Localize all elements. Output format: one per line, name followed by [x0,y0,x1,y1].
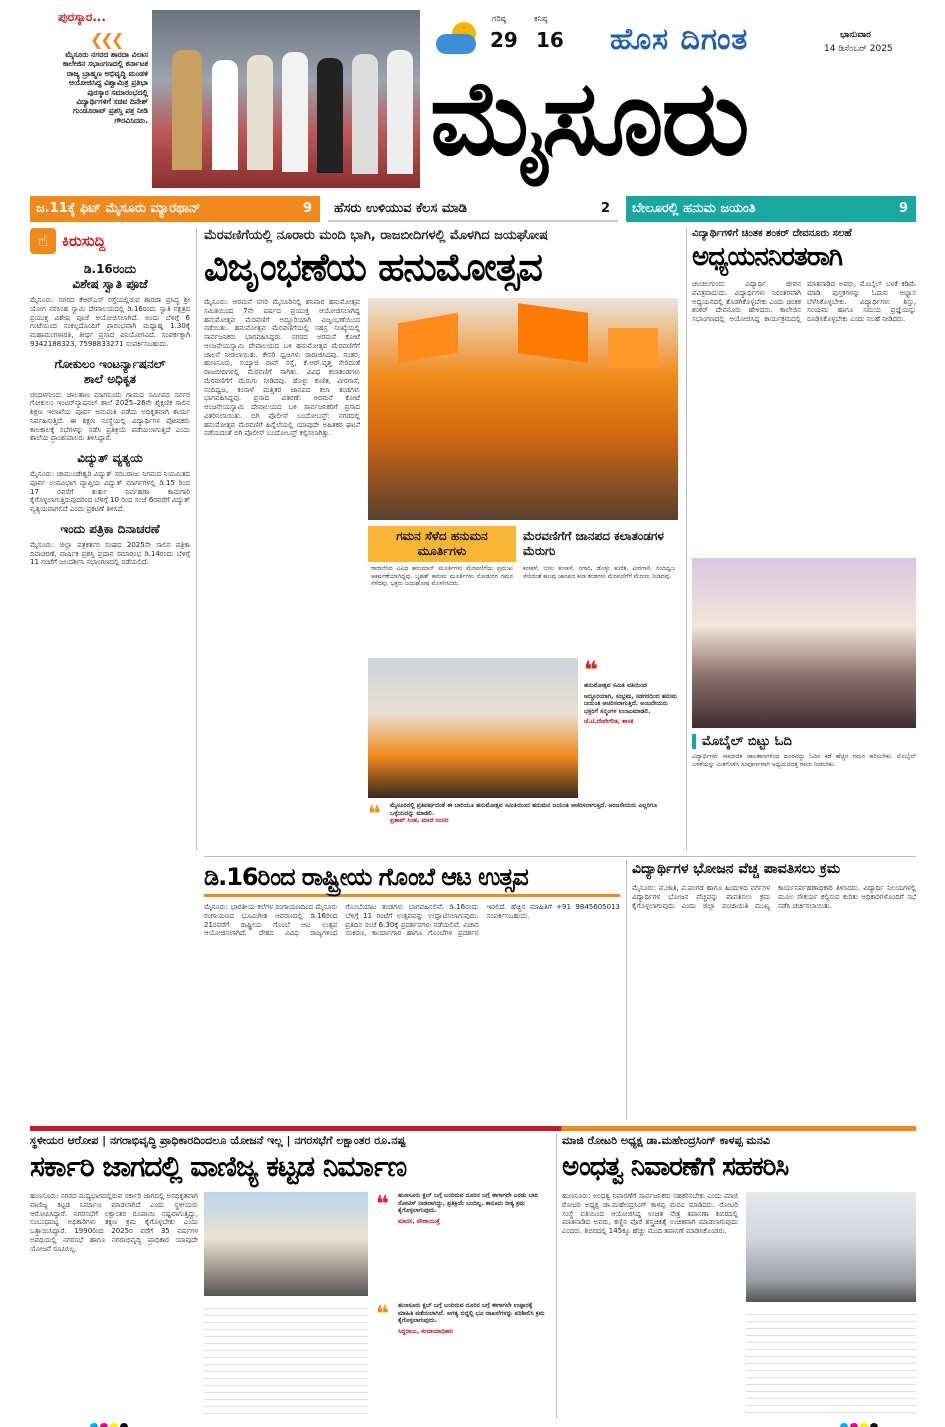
bottom-right-headline: ಅಂಧತ್ವ ನಿವಾರಣೆಗೆ ಸಹಕರಿಸಿ [562,1152,789,1182]
masthead-photo-block [30,8,420,188]
bottom-quote-2-icon: ❝ [376,1302,389,1327]
weather-min-label: ಕನಿಷ್ಠ [534,14,548,23]
day-label: ಭಾನುವಾರ [840,30,871,40]
mobile-box-title: ಮೊಬೈಲ್ ಬಿಟ್ಟು ಓದಿ [692,734,916,749]
brief-1-kicker: ಡಿ.16ರಂದು [83,262,137,276]
folk-box-body: ಕಂಸಾಳೆ, ಬೀಸು ಕಂಸಾಳೆ, ನಗಾರಿ, ಡೊಳ್ಳು ಕುಣಿತ, ವೀರಗಾಸೆ, ನಂದಿಧ್ವಜ ಸೇರಿದಂತೆ ಹಲವು ಜಾನಪದ ಕಲಾ ತಂಡಗಳು ಮೆರವಣಿಗೆಗೆ ಮೆರುಗು ನೀಡಿದವು. [523,565,675,580]
bottom-quote-2 [376,1302,548,1416]
lead-story [204,228,680,848]
brand-logo: ಹೊಸ ದಿಗಂತ [610,22,749,57]
quote-1-by: ಜೆ.ಟಿ.ದೇವೇಗೌಡ, ಶಾಸಕ [584,718,634,725]
briefs-title: ಕಿರುಸುದ್ದಿ [62,232,106,250]
bottom-quote-1-text: ಹುಣಸೂರು ಕ್ಲಬ್ ಬಗ್ಗೆ ಬಂದಿರುವ ದೂರಿನ ಬಗ್ಗೆ ಈಗಾಗಲೇ ಎರಡು ಬಾರಿ ನೋಟಿಸ್ ನೀಡಲಾಗಿದ್ದು, ಪ್ರತಿಕ್ರಿಯೆ ಬಂದಿಲ್ಲ. ಕಾನೂನು ರೀತ್ಯ ಕ್ರಮ ಕೈಗೊಳ್ಳಲಾಗುವುದು. [398,1192,538,1214]
quote-1-text: ಅದ್ದೂರಿಯಾಗಿ, ಸಂಭ್ರಮ, ಸಡಗರದಿಂದ ಹನುಮ ಜಯಂತಿ ಆಚರಿಸಲಾಗುತ್ತಿದೆ. ಅಂಜನೇಯನು ಭಕ್ತರಿಗೆ ಸನ್ಮಂಗಳ ಉಂಟುಮಾಡಲಿ. [584,692,677,715]
registration-marks-right [840,1416,880,1427]
brief-1-title: ವಿಶೇಷ ಸ್ವಾತಿ ಪೂಜೆ [72,277,148,291]
teaser-2[interactable] [328,196,618,222]
building-photo [204,1192,368,1296]
weather-min: 16 [536,28,564,52]
weather-max: 29 [490,28,518,52]
teaser-bar [30,196,916,222]
teaser-1-page: 9 [302,201,312,216]
brief-4-body: ಮೈಸೂರು: ಜಿಲ್ಲಾ ಪತ್ರಕರ್ತರ ಸಂಘದ 2025ನೇ ಸಾಲಿನ ಪತ್ರಿಕಾ ದಿನಾಚರಣೆ, ವಾರ್ಷಿಕ ಪ್ರಶಸ್ತಿ ಪ್ರದಾನ ಸಮಾರಂಭ ಡಿ.14ರಂದು ಬೆಳಿಗ್ಗೆ 11 ಗಂಟೆಗೆ ಜಲದರ್ಶಿನಿ ಸಭಾಂಗಣದಲ್ಲಿ ನಡೆಯಲಿದೆ. [30,540,190,567]
statues-box-body: ರಾರಾಜಿಸಿದ ವಿವಿಧ ಹನುಮಾನ್ ಮೂರ್ತಿಗಳು ಮೆರವಣಿಗೆಯ ಪ್ರಮುಖ ಆಕರ್ಷಣೆಯಾಗಿದ್ದವು. ಬೃಹತ್ ಹನುಮ ಮೂರ್ತಿಗಳು ನೋಡುಗರ ಗಮನ ಸೆಳೆದವು. ಭಕ್ತರು ಜಯಘೋಷ ಮೊಳಗಿಸಿದರು. [371,565,513,587]
bottom-quote-2-by: ಸಿದ್ದರಾಜು, ಕಂದಾಯಾಧಿಕಾರಿ [398,1327,453,1335]
bottom-left-body: ಹುಣಸೂರು: ನಗರದ ಮಧ್ಯಭಾಗದಲ್ಲಿರುವ ಸರ್ಕಾರಿ ಜಾಗದಲ್ಲಿ ಅನಧಿಕೃತವಾಗಿ ವಾಣಿಜ್ಯ ಕಟ್ಟಡ ನಿರ್ಮಾಣ ಮಾಡಲಾಗಿದೆ ಎಂದು ಸ್ಥಳೀಯರು ಆರೋಪಿಸಿದ್ದಾರೆ. ನಗರಸಭೆಗೆ ಲಕ್ಷಾಂತರ ರೂಪಾಯಿ ನಷ್ಟವಾಗುತ್ತಿದ್ದು, ಸಂಬಂಧಪಟ್ಟ ಅಧಿಕಾರಿಗಳು ತಕ್ಷಣ ಕ್ರಮ ಕೈಗೊಳ್ಳಬೇಕು ಎಂದು ಒತ್ತಾಯಿಸಿದ್ದಾರೆ. 1990ರಿಂದ 2025ರ ವರೆಗೆ 35 ವರ್ಷಗಳ ಅವಧಿಯಲ್ಲಿ ನಗರಸಭೆ ಹಾಗೂ ನಗರಾಭಿವೃದ್ಧಿ ಪ್ರಾಧಿಕಾರ ಯಾವುದೇ ಯೋಜನೆ ರೂಪಿಸಿಲ್ಲ. [30,1192,198,1253]
mobile-box [692,734,916,844]
reward-label: ಪುರಸ್ಕಾರ... [58,10,106,24]
toy-headline: ಡಿ.16ರಿಂದ ರಾಷ್ಟ್ರೀಯ ಗೊಂಬೆ ಆಟ ಉತ್ಸವ [204,860,620,897]
brief-4-title: ಇಂದು ಪತ್ರಿಕಾ ದಿನಾಚರಣೆ [60,521,160,536]
bottom-left-kicker: ಸ್ಥಳೀಯರ ಆರೋಪ | ನಗರಾಭಿವೃದ್ಧಿ ಪ್ರಾಧಿಕಾರದಿಂದಲೂ ಯೋಜನೆ ಇಲ್ಲ | ನಗರಸಭೆಗೆ ಲಕ್ಷಾಂತರ ರೂ.ನಷ್ಟ [30,1134,406,1147]
statues-box [368,526,516,656]
seminar-photo [692,558,916,728]
food-body: ಮೈಸೂರು: ಪ.ಜಾತಿ, ಪ.ಪಂಗಡ ಹಾಗೂ ಹಿಂದುಳಿದ ವರ್ಗಗಳ ವಿದ್ಯಾರ್ಥಿಗಳ ಭೋಜನ ವೆಚ್ಚವನ್ನು ಪಾವತಿಸಲು ಕ್ರಮ ಕೈಗೊಳ್ಳಲಾಗುವುದು ಎಂದು ಜಿಲ್ಲಾ ಪಂಚಾಯಿತಿ ಮುಖ್ಯ ಕಾರ್ಯನಿರ್ವಹಣಾಧಿಕಾರಿ ತಿಳಿಸಿದರು. ವಿದ್ಯಾರ್ಥಿ ನಿಲಯಗಳಲ್ಲಿ ಮೂಲ ಸೌಕರ್ಯ ಕಲ್ಪಿಸುವ ಕುರಿತು ಅಧಿಕಾರಿಗಳೊಂದಿಗೆ ಸಭೆ ನಡೆಸಿ ಚರ್ಚಿಸಲಾಯಿತು. [632,884,916,910]
weather-max-label: ಗರಿಷ್ಠ [492,14,506,23]
bottom-quote-1 [376,1192,548,1296]
teaser-1[interactable] [30,196,320,222]
folk-box-title: ಮೆರವಣಿಗೆಗೆ ಜಾನಪದ ಕಲಾತಂಡಗಳ ಮೆರುಗು [523,529,664,558]
folk-box [520,526,678,656]
lead-headline: ವಿಜೃಂಭಣೆಯ ಹನುಮೋತ್ಸವ [204,245,542,289]
teaser-3-text: ಬೇಲೂರಲ್ಲಿ ಹನುಮ ಜಯಂತಿ [632,201,756,216]
brief-2-kicker: ಗೋಕುಲಂ ಇಂಟರ್ನ್ಯಾಷನಲ್ [54,356,166,371]
bottom-quote-2-text: ಹುಣಸೂರು ಕ್ಲಬ್ ಬಗ್ಗೆ ಬಂದಿರುವ ದೂರಿನ ಬಗ್ಗೆ ಈಗಾಗಲೇ ಉಪ್ಪಾರಕ್ಕೆ ಮಾಹಿತಿ ಪಡೆಯಲಾಗಿದೆ. ಅಗತ್ಯ ಬಿದ್ದಲ್ಲಿ ಭೂ ದಾಖಲೆಗಳನ್ನು ಪರಿಶೀಲಿಸಿ ಕ್ರಮ ಕೈಗೊಳ್ಳಲಾಗುವುದು. [398,1302,545,1324]
food-story [632,860,916,1120]
bottom-right-story [562,1134,916,1418]
award-photo [152,10,420,188]
teaser-3-page: 9 [898,201,908,216]
teaser-2-text: ಹೆಸರು ಉಳಿಯುವ ಕೆಲಸ ಮಾಡಿ [334,201,467,216]
quote-1-icon: ❝ [584,656,599,684]
eye-camp-photo [746,1192,916,1302]
statues-box-title: ಗಮನ ಸೆಳೆದ ಹನುಮನ ಮೂರ್ತಿಗಳು [368,526,516,562]
brief-2-body: ಚಂದಳಗುಂದ: ಜಾಲತಾಣ ಮಾಗನೂರು ಗ್ರಾಮದ ಸಮೀಪದ ಸರ್ವರ ಗೋಕುಲಂ ಇಂಟರ್‌ನ್ಯಾಷನಲ್ ಶಾಲೆ 2025–26ನೇ ಶೈಕ್ಷಣಿಕ ಸಾಲಿನ ಶಿಕ್ಷಣ ಇಲಾಖೆಯ ಪೂರ್ವ ಅನುಮತಿ ಪಡೆದು ಅಧಿಕೃತವಾಗಿ ಕಾರ್ಯ ನಿರ್ವಹಿಸುತ್ತಿದೆ. ಈ ಶಿಕ್ಷಣ ಸಂಸ್ಥೆಯಲ್ಲಿ ವಿದ್ಯಾರ್ಥಿಗಳ ಪೋಷಕರು ಕಾಲಕಾಲಕ್ಕೆ ಸಭೆಗಳನ್ನು ನಡೆಸಿ ಪ್ರತಿಕ್ರಿಯೆ ಪಡೆಯಲಾಗುತ್ತಿದೆ ಎಂದು ಶಾಲೆಯ ಪ್ರಾಂಶುಪಾಲರು ತಿಳಿಸಿದ್ದಾರೆ. [30,390,190,443]
food-headline: ವಿದ್ಯಾರ್ಥಿಗಳ ಭೋಜನ ವೆಚ್ಚ ಪಾವತಿಸಲು ಕ್ರಮ [632,861,841,877]
bottom-left-headline: ಸರ್ಕಾರಿ ಜಾಗದಲ್ಲಿ ವಾಣಿಜ್ಯ ಕಟ್ಟಡ ನಿರ್ಮಾಣ [30,1150,407,1183]
teaser-2-page: 2 [600,201,610,216]
sun-cloud-icon [436,22,482,56]
procession-photo [368,298,678,520]
teaser-1-text: ಜ.11ಕ್ಕೆ ಫಿಟ್ ಮೈಸೂರು ಮ್ಯಾರಥಾನ್ [36,201,201,216]
brief-2-title: ಶಾಲೆ ಅಧಿಕೃತ [83,371,137,386]
chevrons-icon: ❮❮❮ [90,30,122,49]
brief-3-body: ಮೈಸೂರು: ಚಾಮುಂಡೇಶ್ವರಿ ವಿದ್ಯುತ್ ಸರಬರಾಜು ನಿಗಮದ ನಿಯಮಿತದ ಪೂರ್ವ ಉಪವಿಭಾಗ ವ್ಯಾಪ್ತಿಯ ವಿದ್ಯುತ್ ಮಾರ್ಗಗಳಲ್ಲಿ ಡಿ.15 ರಿಂದ 17 ರವರೆಗೆ ತುರ್ತು ನಿರ್ವಹಣಾ ಕಾಮಗಾರಿ ಕೈಗೊಳ್ಳಲಾಗುತ್ತಿರುವುದರಿಂದ ಬೆಳಿಗ್ಗೆ 10 ರಿಂದ ಸಂಜೆ 6ರವರೆಗೆ ವಿದ್ಯುತ್ ವ್ಯತ್ಯಯವಾಗಲಿದೆ ಎಂದು ಪ್ರಕಟಣೆ ತಿಳಿಸಿದೆ. [30,470,190,513]
bottom-left-body-2 [204,1302,368,1416]
date-label: 14 ಡಿಸೆಂಬರ್ 2025 [824,44,893,54]
toy-story [204,860,620,1120]
quote-2-icon: ❝ [368,802,381,827]
bottom-right-filler [746,1308,916,1416]
right-body: ಚಂಚಲಗುಂದ: ವಿದ್ಯಾರ್ಥಿ ಜೀವನ ಪವಿತ್ರವಾದುದು. ವಿದ್ಯಾರ್ಥಿಗಳು ನಿರಂತರವಾಗಿ ಅಧ್ಯಯನದಲ್ಲಿ ತೊಡಗಿಕೊಳ್ಳಬೇಕು ಎಂದು ಚಿಂತಕ ಶಂಕರ್ ದೇವನೂರು ಹೇಳಿದರು. ಕಾಲೇಜಿನ ಸಭಾಂಗಣದಲ್ಲಿ ಆಯೋಜಿಸಿದ್ದ ಕಾರ್ಯಕ್ರಮದಲ್ಲಿ ಮಾತನಾಡಿದ ಅವರು, ಮೊಬೈಲ್ ಬಳಕೆ ಕಡಿಮೆ ಮಾಡಿ ಪುಸ್ತಕಗಳನ್ನು ಓದುವ ಅಭ್ಯಾಸ ಬೆಳೆಸಿಕೊಳ್ಳಬೇಕು. ವಿದ್ಯಾರ್ಥಿಗಳು ಶಿಸ್ತು, ಸಂಯಮ ಹಾಗೂ ಸಮಯ ಪ್ರಜ್ಞೆಯನ್ನು ರೂಢಿಸಿಕೊಳ್ಳಬೇಕು ಎಂದು ಸಲಹೆ ನೀಡಿದರು. [692,280,916,323]
hand-icon: ☝ [30,228,56,254]
bottom-left-story [30,1134,550,1418]
bottom-right-kicker: ಮಾಜಿ ರೋಟರಿ ಅಧ್ಯಕ್ಷ ಡಾ.ಮಹೇಂದ್ರಸಿಂಗ್ ಕಾಳಪ್ಪ ಮನವಿ [562,1134,770,1147]
toy-body: ಮೈಸೂರು: ಭಾರತೀಯ ಕಲೆಗಳ ರಂಗಾಯಣದಿಂದ ಮೈಸೂರು ರಂಗಾಯಣದ ಭೂಮಿಗೀತ ಆವರಣದಲ್ಲಿ ಡಿ.16ರಿಂದ 21ರವರೆಗೆ ರಾಷ್ಟ್ರೀಯ ಗೊಂಬೆ ಆಟ ಉತ್ಸವ ಆಯೋಜಿಸಲಾಗಿದೆ. ದೇಶದ ವಿವಿಧ ರಾಜ್ಯಗಳಿಂದ ಗೊಂಬೆಯಾಟ ತಂಡಗಳು ಭಾಗವಹಿಸಲಿವೆ. ಡಿ.16ರಂದು ಬೆಳಿಗ್ಗೆ 11 ಗಂಟೆಗೆ ಉತ್ಸವವನ್ನು ಉದ್ಘಾಟಿಸಲಾಗುವುದು. ಪ್ರತಿದಿನ ಸಂಜೆ 6.30ಕ್ಕೆ ಪ್ರದರ್ಶನಗಳು ನಡೆಯಲಿವೆ. ವಿಚಾರ ಸಂಕಿರಣ, ಕಾರ್ಯಾಗಾರ ಹಾಗೂ ಗೊಂಬೆಗಳ ಪ್ರದರ್ಶನ ಇರಲಿದೆ. ಹೆಚ್ಚಿನ ಮಾಹಿತಿಗೆ +91 9845605013 ಸಂಪರ್ಕಿಸಬಹುದು. [204,903,620,938]
quote-2-text: ಮೈಸೂರಿನಲ್ಲಿ ಪ್ರತಿವರ್ಷದಂತೆ ಈ ಬಾರಿಯೂ ಹನುಮೋತ್ಸವ ಸಮಿತಿಯಿಂದ ಹನುಮನ ಜಯಂತಿ ಆಚರಿಸಲಾಗುತ್ತಿದೆ. ಅಂಜನೇಯನು ಎಲ್ಲರಿಗೂ ಒಳ್ಳೆಯದನ್ನು ಮಾಡಲಿ. [390,802,658,817]
bottom-quote-1-icon: ❝ [376,1192,389,1217]
reward-caption: ಮೈಸೂರು ನಗರದ ಶಾರದಾ ವಿಲಾಸ ಕಾಲೇಜಿನ ಸಭಾಂಗಣದಲ್ಲಿ ಕರ್ನಾಟಕ ರಾಜ್ಯ ಬ್ರಾಹ್ಮಣ ಅಭಿವೃದ್ಧಿ ಮಂಡಳಿ ಆಯೋಜಿಸಿದ್ದ ವಿಶ್ವಾಮಿತ್ರ ಪ್ರತಿಭಾ ಪುರಸ್ಕಾರ ಸಮಾರಂಭದಲ್ಲಿ ವಿದ್ಯಾರ್ಥಿಗಳಿಗೆ ಸಚಿವ ದಿನೇಶ್ ಗುಂಡೂರಾವ್ ಪ್ರಶಸ್ತಿ ಪತ್ರ ನೀಡಿ ಗೌರವಿಸಿದರು. [62,50,148,125]
right-headline: ಅಧ್ಯಯನನಿರತರಾಗಿ [692,242,842,272]
quote-1 [584,658,680,798]
bottom-rule [30,1126,916,1131]
registration-marks [90,1416,130,1427]
mobile-box-body: ವಿದ್ಯಾರ್ಥಿಗಳು ಸಾಮಾಜಿಕ ಜಾಲತಾಣಗಳಿಂದ ದೂರವಿದ್ದು ಓದಿನ ಕಡೆ ಹೆಚ್ಚಿನ ಗಮನ ಹರಿಸಬೇಕು. ಮೊಬೈಲ್ ಬಳಕೆಯನ್ನು ಮಿತಗೊಳಿಸಿ ಸಂಪೂರ್ಣವಾಗಿ ಅಧ್ಯಯನದತ್ತ ಗಮನ ನೀಡಬೇಕು. [692,753,916,768]
lead-kicker: ಮೆರವಣಿಗೆಯಲ್ಲಿ ನೂರಾರು ಮಂದಿ ಭಾಗಿ, ರಾಜಬೀದಿಗಳಲ್ಲಿ ಮೊಳಗಿದ ಜಯಘೋಷ [204,228,548,243]
quote-2 [368,802,680,846]
page-title: ಮೈಸೂರು [430,57,748,179]
leaders-photo [368,658,578,798]
right-kicker: ವಿದ್ಯಾರ್ಥಿಗಳಿಗೆ ಚಿಂತಕ ಶಂಕರ್ ದೇವನೂರು ಸಲಹೆ [692,228,852,239]
right-story [692,228,916,848]
teaser-3[interactable] [626,196,916,222]
brief-3-title: ವಿದ್ಯುತ್ ವ್ಯತ್ಯಯ [77,451,143,465]
lead-body: ಮೈಸೂರು: ಅರಮನೆ ನಗರಿ ಮೈಸೂರಿನಲ್ಲಿ ಶನಿವಾರ ಹನುಮೋತ್ಸವ ಸಮಿತಿಯಿಂದ 7ನೇ ವರ್ಷದ ಪ್ರಯುಕ್ತ ಆಯೋಜಿಸಲಾಗಿದ್ದ ಹನುಮೋತ್ಸವ ಮೆರವಣಿಗೆ ಅದ್ದೂರಿಯಾಗಿ ವಿಜೃಂಭಣೆಯಿಂದ ನಡೆಯಿತು. ಹನುಮೋತ್ಸವ ಮೆರವಣಿಗೆಯಲ್ಲಿ ಸಹಸ್ರ ಸಂಖ್ಯೆಯಲ್ಲಿ ಸಾರ್ವಜನಿಕರು ಭಾಗವಹಿಸಿದ್ದರು. ನಗರದ ಅರಮನೆ ಕೋಟೆ ಆಂಜನೇಯಸ್ವಾಮಿ ದೇವಾಲಯದ ಬಳಿ ಹನುಮೋತ್ಸವ ಮೆರವಣಿಗೆಗೆ ಚಾಲನೆ ನೀಡಲಾಯಿತು. ಕೇಸರಿ ಧ್ವಜಗಳು ರಾರಾಜಿಸಿದವು. ನಂತರ, ಹುಣಸೂರು, ಸಯ್ಯಾಜಿ ರಾವ್ ರಸ್ತೆ, ಕೆ.ಆರ್.ವೃತ್ತ ಸೇರಿದಂತೆ ರಾಜಬೀದಿಗಳಲ್ಲಿ ಮೆರವಣಿಗೆ ಸಾಗಿತು. ವಿವಿಧ ಕಲಾತಂಡಗಳು ಮೆರವಣಿಗೆಗೆ ಮೆರುಗು ನೀಡಿದವು. ಡೊಳ್ಳು ಕುಣಿತ, ವೀರಗಾಸೆ, ನಂದಿಧ್ವಜ, ಕಂಸಾಳೆ ಮತ್ತಿತರ ಜಾನಪದ ಕಲಾ ತಂಡಗಳು ಭಾಗವಹಿಸಿದ್ದವು. ಪ್ರಸಾದ ವಿತರಣೆ: ಅರಮನೆ ಕೋಟೆ ಆಂಜನೇಯಸ್ವಾಮಿ ದೇವಾಲಯದ ಬಳಿ ಸಾರ್ವಜನಿಕರಿಗೆ ಪ್ರಸಾದ ವಿತರಿಸಲಾಯಿತು. ಬಿಗಿ ಪೊಲೀಸ್ ಬಂದೋಬಸ್ತ್: ನಗರದಲ್ಲಿ ಹನುಮೋತ್ಸವ ಮೆರವಣಿಗೆ ಹಿನ್ನೆಲೆಯಲ್ಲಿ ಯಾವುದೇ ಅಹಿತಕರ ಘಟನೆ ನಡೆಯದಂತೆ ಬಿಗಿ ಪೊಲೀಸ್ ಬಂದೋಬಸ್ತ್ ಕಲ್ಪಿಸಲಾಗಿತ್ತು. [204,298,360,438]
bottom-right-body: ಹುಣಸೂರು: ಅಂಧತ್ವ ನಿವಾರಣೆಗೆ ಸಾರ್ವಜನಿಕರು ಸಹಕರಿಸಬೇಕು ಎಂದು ಮಾಜಿ ರೋಟರಿ ಅಧ್ಯಕ್ಷ ಡಾ.ಮಹೇಂದ್ರಸಿಂಗ್ ಕಾಳಪ್ಪ ಮನವಿ ಮಾಡಿದರು. ರೋಟರಿ ಸಂಸ್ಥೆ ವತಿಯಿಂದ ಆಯೋಜಿಸಿದ್ದ ಉಚಿತ ನೇತ್ರ ತಪಾಸಣಾ ಶಿಬಿರದಲ್ಲಿ ಮಾತನಾಡಿದ ಅವರು, ಕಣ್ಣಿನ ಪೊರೆ ಶಸ್ತ್ರಚಿಕಿತ್ಸೆ ಉಚಿತವಾಗಿ ಮಾಡಲಾಗುವುದು ಎಂದರು. ಶಿಬಿರದಲ್ಲಿ 145ಕ್ಕೂ ಹೆಚ್ಚು ಮಂದಿ ತಪಾಸಣೆ ಮಾಡಿಸಿಕೊಂಡರು. [562,1192,738,1235]
quote-2-by: ಪ್ರತಾಪ್ ಸಿಂಹ, ಮಾಜಿ ಸಂಸದ [390,817,449,824]
brief-1-body: ಮೈಸೂರು: ನಗರದ ಕೆಆರ್‌ಎಸ್ ರಸ್ತೆಯಲ್ಲಿರುವ ಶಾರದಾ ಪ್ರಸಿದ್ಧ ಶ್ರೀ ಯೋಗ ನರಸಿಂಹ ಸ್ವಾಮಿ ದೇವಾಲಯದಲ್ಲಿ ಡಿ.16ರಂದು ಸ್ವಾತಿ ನಕ್ಷತ್ರದ ಪ್ರಯುಕ್ತ ವಿಶೇಷ ಪೂಜೆ ಆಯೋಜಿಸಲಾಗಿದೆ. ಅಂದು ಬೆಳಿಗ್ಗೆ 6 ಗಂಟೆಯಿಂದ ಸಂಕಲ್ಪದೊಂದಿಗೆ ಪ್ರಾರಂಭವಾಗಿ ಮಧ್ಯಾಹ್ನ 1.30ಕ್ಕೆ ಮಹಾಮಂಗಳಾರತಿ, ತೀರ್ಥ ಪ್ರಸಾದ ವಿನಿಯೋಗವಿದೆ. ಸಂಪರ್ಕಕ್ಕಾಗಿ 9342188323, 7598833271 ಸಂಪರ್ಕಿಸಬಹುದು. [30,296,190,348]
bottom-quote-1-by: ಮಾನಸ, ಪೌರಾಯುಕ್ತೆ [398,1217,440,1225]
briefs-badge [30,228,190,254]
briefs-column [30,228,190,1118]
quote-1-head: ಹನುಮೋತ್ಸವ ಸಮಿತಿ ವತಿಯಿಂದ [584,682,647,689]
